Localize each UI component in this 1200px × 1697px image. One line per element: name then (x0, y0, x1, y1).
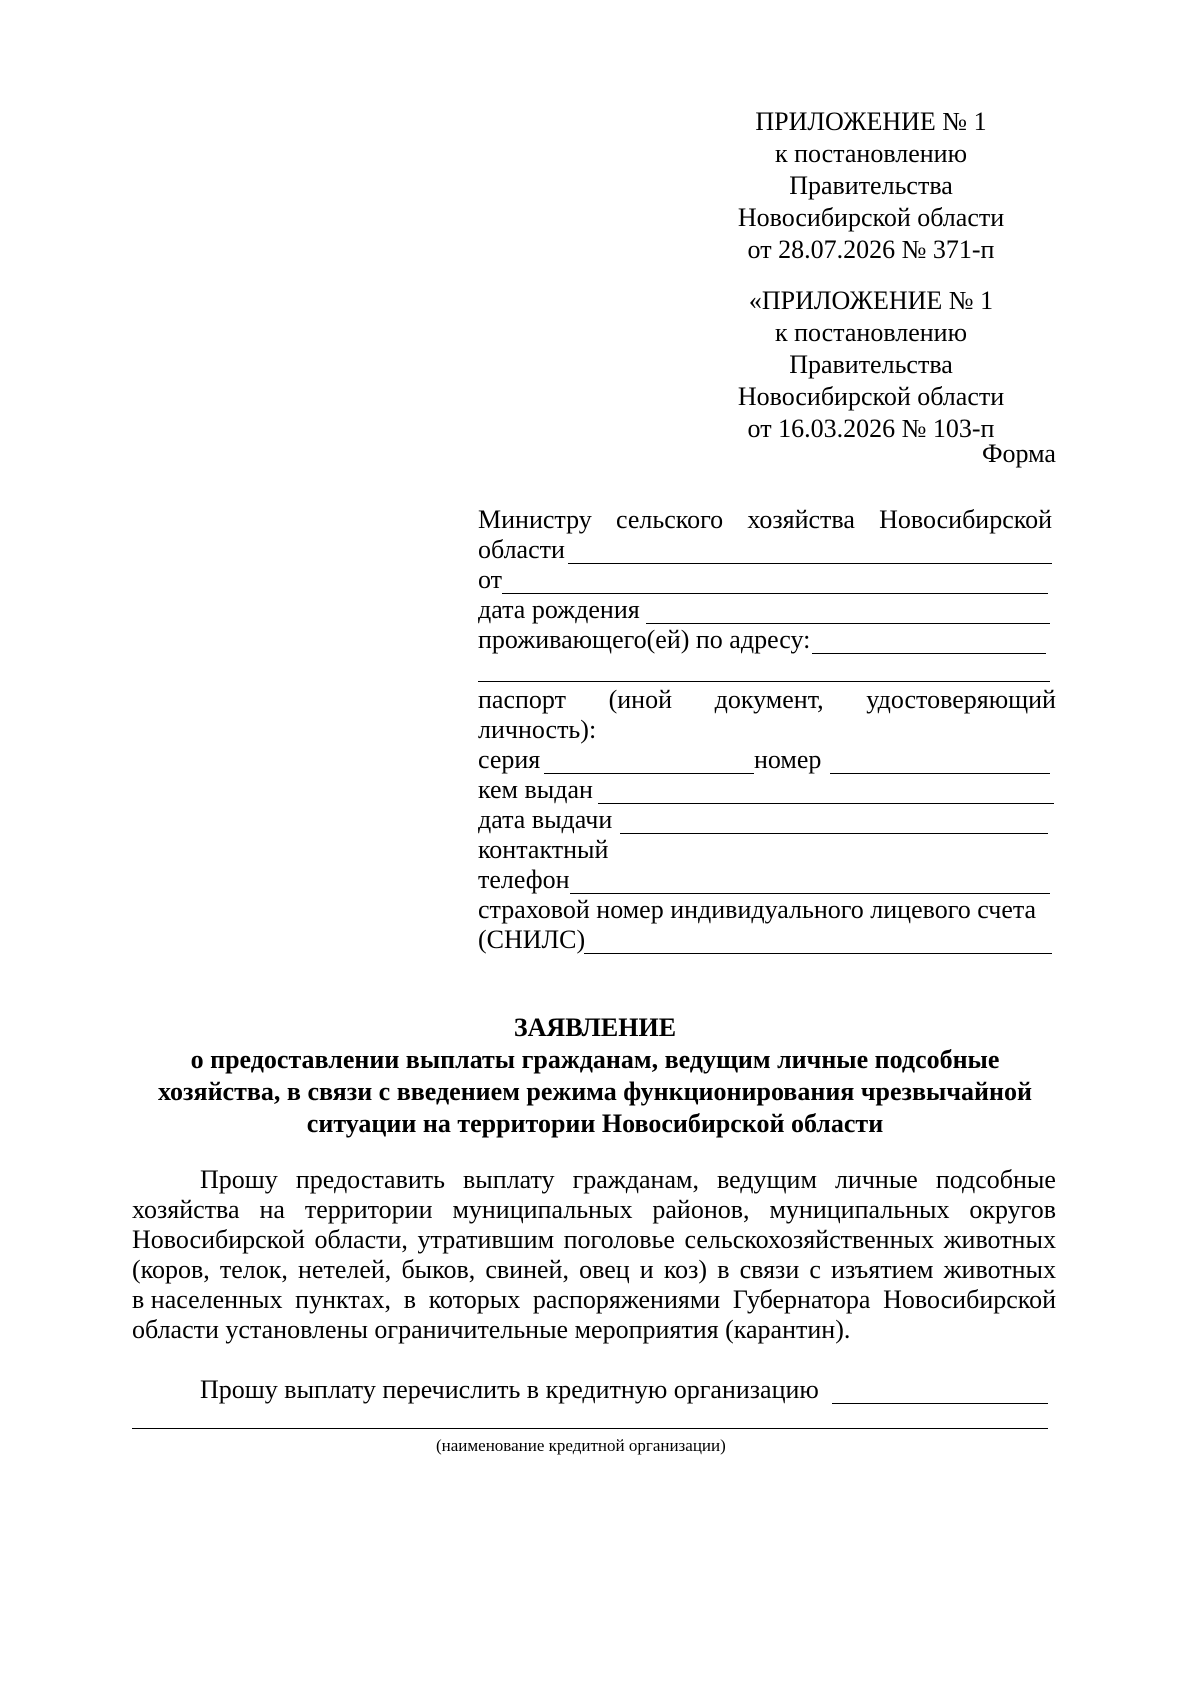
address-label: проживающего(ей) по адресу: (478, 625, 811, 654)
snils-abbr-label: (СНИЛС) (478, 925, 586, 954)
appendix-resolution-ref: к постановлению Правительства (774, 318, 968, 379)
word: округов (969, 1195, 1056, 1224)
appendix-title: ПРИЛОЖЕНИЕ № 1 (755, 107, 987, 136)
word: коз) (663, 1255, 708, 1284)
appendix-header-2 (690, 285, 1052, 445)
word: на (259, 1195, 285, 1224)
paragraph-last-line: области установлены ограничительные мероприятия (карантин). (132, 1315, 851, 1344)
word: территории (304, 1195, 433, 1224)
word: распоряжениями (532, 1285, 721, 1314)
heading-subtitle-line: хозяйства, в связи с введением режима функционирования чрезвычайной (158, 1077, 1032, 1106)
word: (иной (608, 685, 672, 714)
word: области, (314, 1225, 408, 1254)
addressee-minister-line (478, 504, 1052, 536)
appendix-title: «ПРИЛОЖЕНИЕ № 1 (748, 286, 994, 315)
word: подсобные (935, 1165, 1056, 1194)
appendix-header-1 (690, 106, 1052, 266)
word: муниципальных (452, 1195, 633, 1224)
bank-name-field[interactable] (832, 1403, 1048, 1404)
word: удостоверяющий (866, 685, 1056, 714)
word: пунктах, (295, 1285, 392, 1314)
heading-subtitle-line: ситуации на территории Новосибирской области (306, 1109, 884, 1138)
word: нетелей, (298, 1255, 392, 1284)
word: хозяйства (747, 505, 855, 534)
word: документ, (714, 685, 824, 714)
word: личные (834, 1165, 918, 1194)
word: Новосибирской (883, 1285, 1056, 1314)
bank-request-text: Прошу выплату перечислить в кредитную организацию (200, 1375, 819, 1404)
word: районов, (652, 1195, 750, 1224)
address-field-line2[interactable] (478, 681, 1050, 682)
issued-by-field[interactable] (598, 803, 1054, 804)
word: (коров, (132, 1255, 210, 1284)
phone-label: телефон (478, 865, 570, 894)
word: Новосибирской (132, 1225, 305, 1254)
passport-line (478, 684, 1056, 716)
appendix-date-number: от 28.07.2026 № 371-п (747, 235, 995, 264)
heading-subtitle-line: о предоставлении выплаты гражданам, ведущим личные подсобные (190, 1045, 1000, 1074)
word: свиней, (485, 1255, 569, 1284)
word: овец (579, 1255, 630, 1284)
word: в населенных (132, 1285, 283, 1314)
word: Прошу (200, 1165, 278, 1194)
appendix-region: Новосибирской области (737, 203, 1005, 232)
contact-label: контактный (478, 835, 609, 864)
word: Министру (478, 505, 592, 534)
application-heading (100, 1012, 1090, 1140)
bank-name-field-line2[interactable] (132, 1428, 1048, 1429)
word: животных (943, 1225, 1056, 1254)
word: выплату (463, 1165, 555, 1194)
word: быков, (401, 1255, 476, 1284)
paragraph-line (200, 1164, 1056, 1196)
region-field[interactable] (568, 563, 1052, 564)
word: сельскохозяйственных (684, 1225, 934, 1254)
issued-by-label: кем выдан (478, 775, 593, 804)
address-field[interactable] (812, 653, 1046, 654)
word: животных (943, 1255, 1056, 1284)
issue-date-field[interactable] (620, 833, 1048, 834)
word: изъятием (831, 1255, 934, 1284)
paragraph-line (132, 1194, 1056, 1226)
word: хозяйства (132, 1195, 240, 1224)
paragraph-line (132, 1224, 1056, 1256)
issue-date-label: дата выдачи (478, 805, 613, 834)
appendix-resolution-ref: к постановлению Правительства (774, 139, 968, 200)
word: поголовье (563, 1225, 675, 1254)
word: Новосибирской (879, 505, 1052, 534)
birth-date-label: дата рождения (478, 595, 640, 624)
number-label: номер (754, 745, 822, 774)
word: с (809, 1255, 821, 1284)
word: предоставить (295, 1165, 445, 1194)
word: которых (428, 1285, 521, 1314)
word: утратившим (417, 1225, 555, 1254)
series-label: серия (478, 745, 541, 774)
word: паспорт (478, 685, 566, 714)
form-label: Форма (982, 439, 1056, 468)
word: муниципальных (769, 1195, 950, 1224)
word: телок, (219, 1255, 288, 1284)
snils-field[interactable] (584, 953, 1052, 954)
word: в (717, 1255, 730, 1284)
word: в (403, 1285, 417, 1314)
heading-title: ЗАЯВЛЕНИЕ (513, 1013, 677, 1042)
snils-label: страховой номер индивидуального лицевого счета (478, 895, 1037, 924)
appendix-region: Новосибирской области (737, 382, 1005, 411)
word: гражданам, (572, 1165, 699, 1194)
paragraph-line (132, 1254, 1056, 1286)
paragraph-line (132, 1284, 1056, 1316)
number-field[interactable] (830, 773, 1050, 774)
word: Губернатора (732, 1285, 871, 1314)
region-label: области (478, 535, 565, 564)
word: и (639, 1255, 654, 1284)
from-label: от (478, 565, 503, 594)
word: связи (739, 1255, 800, 1284)
bank-name-caption: (наименование кредитной организации) (436, 1436, 726, 1455)
word: сельского (615, 505, 724, 534)
appendix-date-number: от 16.03.2026 № 103-п (747, 414, 995, 443)
word: ведущим (716, 1165, 817, 1194)
identity-label: личность): (478, 715, 597, 744)
